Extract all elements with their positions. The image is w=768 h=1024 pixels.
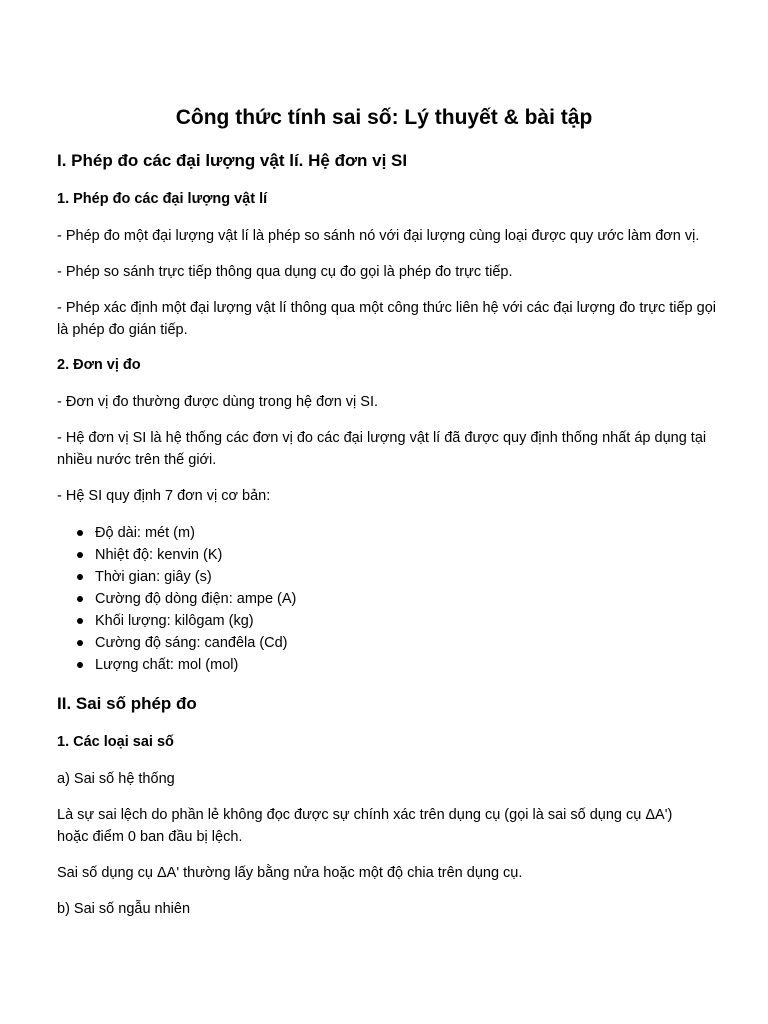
- list-item: Lượng chất: mol (mol): [57, 654, 717, 676]
- list-item: Thời gian: giây (s): [57, 566, 717, 588]
- section-1-heading: I. Phép đo các đại lượng vật lí. Hệ đơn vị SI: [57, 151, 408, 170]
- paragraph: b) Sai số ngẫu nhiên: [57, 901, 191, 917]
- bullet-icon: [77, 640, 83, 646]
- bullet-icon: [77, 530, 83, 536]
- list-item: Cường độ dòng điện: ampe (A): [57, 588, 717, 610]
- list-item: Độ dài: mét (m): [57, 522, 717, 544]
- page-title: Công thức tính sai số: Lý thuyết & bài tập: [175, 106, 593, 129]
- si-units-list: [57, 522, 717, 676]
- paragraph: - Đơn vị đo thường được dùng trong hệ đơn vị SI.: [57, 394, 379, 410]
- list-item: Cường độ sáng: canđêla (Cd): [57, 632, 717, 654]
- paragraph: - Phép xác định một đại lượng vật lí thông qua một công thức liên hệ với các đại lượng đo trực tiếp gọi là phép đo gián tiếp.: [57, 300, 716, 338]
- paragraph: a) Sai số hệ thống: [57, 771, 175, 787]
- section-1-1-heading: 1. Phép đo các đại lượng vật lí: [57, 191, 268, 207]
- bullet-icon: [77, 552, 83, 558]
- list-item: Khối lượng: kilôgam (kg): [57, 610, 717, 632]
- bullet-icon: [77, 596, 83, 602]
- bullet-icon: [77, 662, 83, 668]
- section-2-1-heading: 1. Các loại sai số: [57, 734, 174, 750]
- paragraph: Là sự sai lệch do phần lẻ không đọc được sự chính xác trên dụng cụ (gọi là sai số dụng cụ ΔA') hoặc điểm 0 ban đầu bị lệch.: [57, 807, 673, 845]
- bullet-icon: [77, 618, 83, 624]
- paragraph: - Phép so sánh trực tiếp thông qua dụng cụ đo gọi là phép đo trực tiếp.: [57, 264, 513, 280]
- paragraph: - Phép đo một đại lượng vật lí là phép so sánh nó với đại lượng cùng loại được quy ước làm đơn vị.: [57, 228, 700, 244]
- section-1-2-heading: 2. Đơn vị đo: [57, 357, 141, 373]
- document-page: [57, 104, 717, 920]
- paragraph: - Hệ đơn vị SI là hệ thống các đơn vị đo các đại lượng vật lí đã được quy định thống nhất áp dụng tại nhiều nước trên thế giới.: [57, 430, 707, 468]
- paragraph: - Hệ SI quy định 7 đơn vị cơ bản:: [57, 488, 271, 504]
- paragraph: Sai số dụng cụ ΔA' thường lấy bằng nửa hoặc một độ chia trên dụng cụ.: [57, 865, 523, 881]
- section-2-heading: II. Sai số phép đo: [57, 694, 197, 713]
- list-item: Nhiệt độ: kenvin (K): [57, 544, 717, 566]
- bullet-icon: [77, 574, 83, 580]
